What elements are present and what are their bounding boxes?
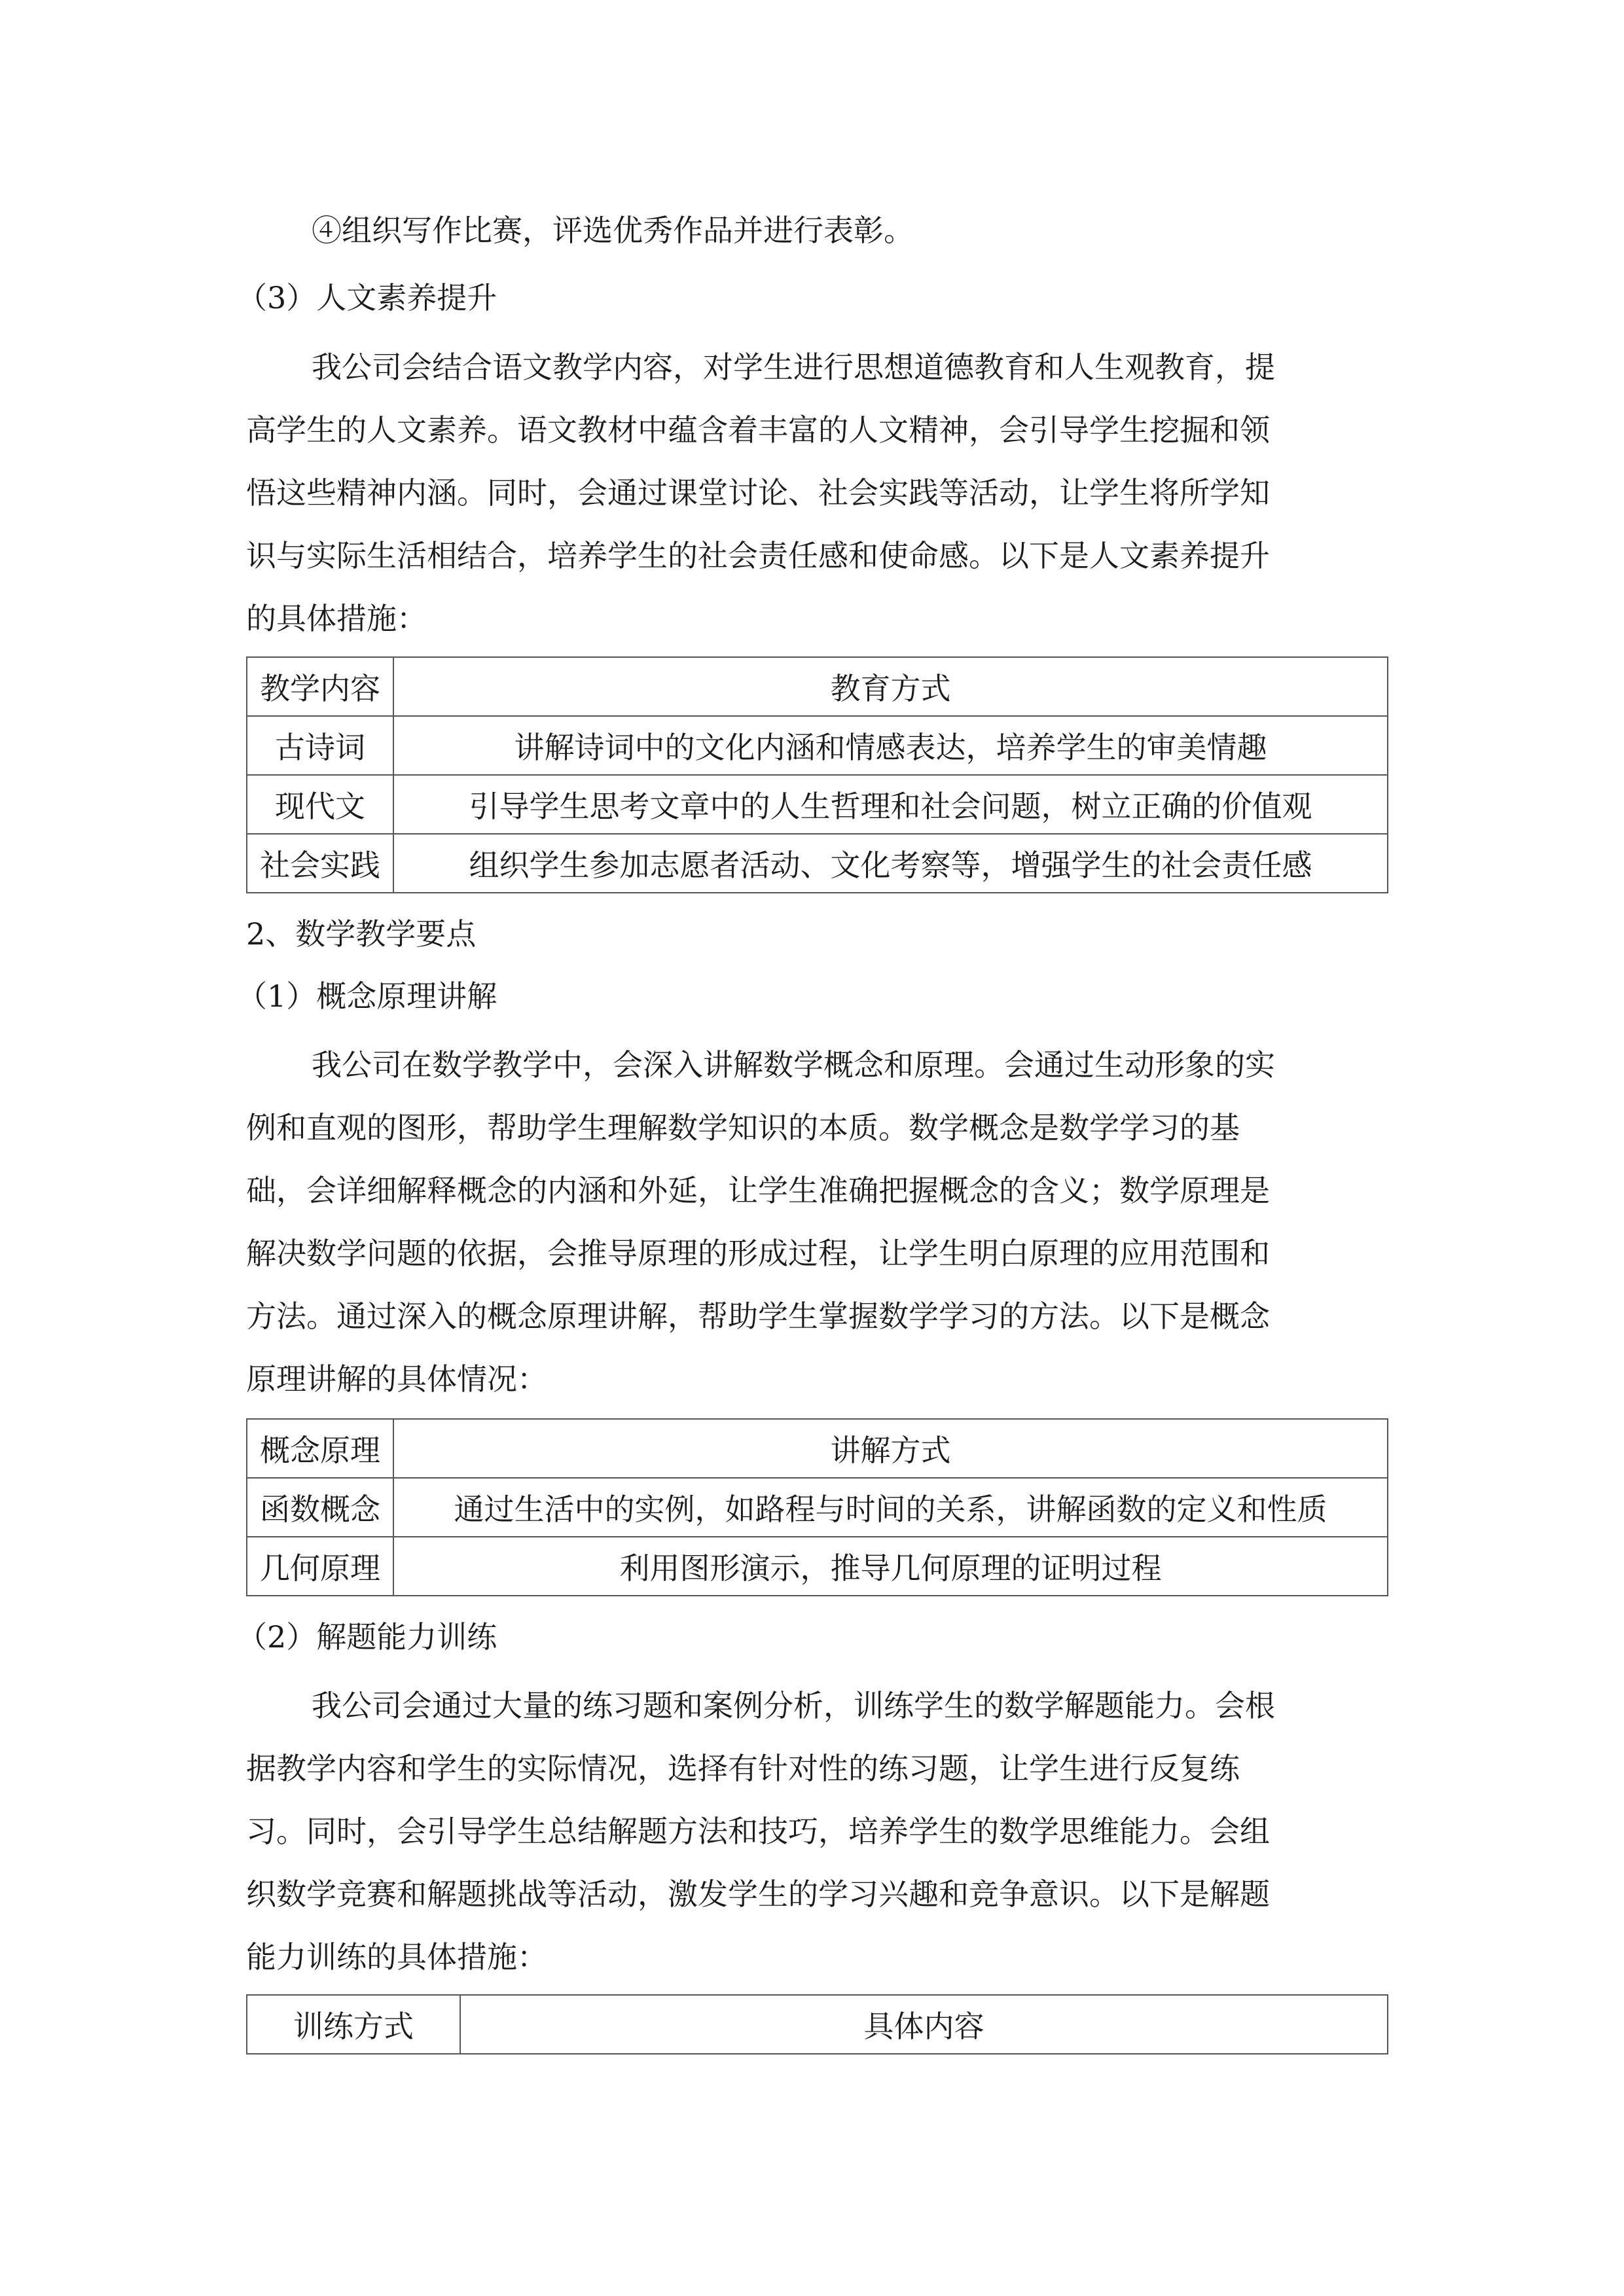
paragraph-line: 我公司在数学教学中，会深入讲解数学概念和原理。会通过生动形象的实 (312, 1047, 1275, 1083)
paragraph-line: 习。同时，会引导学生总结解题方法和技巧，培养学生的数学思维能力。会组 (246, 1814, 1270, 1849)
paragraph-line: 的具体措施： (246, 601, 427, 636)
subheading-problem-solving: （2）解题能力训练 (237, 1619, 497, 1655)
table-concepts (246, 1418, 1388, 1596)
paragraph-line: 织数学竞赛和解题挑战等活动，激发学生的学习兴趣和竞争意识。以下是解题 (246, 1876, 1270, 1912)
subheading-humanities: （3）人文素养提升 (237, 280, 497, 315)
table-cell: 现代文 (247, 775, 393, 834)
table-row (247, 834, 1388, 893)
table-cell: 引导学生思考文章中的人生哲理和社会问题，树立正确的价值观 (393, 775, 1388, 834)
table-row (247, 1537, 1388, 1596)
table-humanities (246, 656, 1388, 893)
paragraph-line: 例和直观的图形，帮助学生理解数学知识的本质。数学概念是数学学习的基 (246, 1110, 1240, 1145)
table-cell: 通过生活中的实例，如路程与时间的关系，讲解函数的定义和性质 (393, 1478, 1388, 1537)
section-heading-math: 2、数学教学要点 (246, 916, 477, 952)
table-header-row (247, 1419, 1388, 1478)
table-cell: 函数概念 (247, 1478, 393, 1537)
paragraph-line: 高学生的人文素养。语文教材中蕴含着丰富的人文精神，会引导学生挖掘和领 (246, 412, 1270, 448)
table-header-row (247, 657, 1388, 716)
table-header-cell: 讲解方式 (393, 1419, 1388, 1478)
table-header-cell: 具体内容 (460, 1995, 1388, 2054)
table-cell: 讲解诗词中的文化内涵和情感表达，培养学生的审美情趣 (393, 716, 1388, 775)
table-header-cell: 教育方式 (393, 657, 1388, 716)
subheading-concepts: （1）概念原理讲解 (237, 978, 497, 1014)
table-header-row (247, 1995, 1388, 2054)
table-cell: 组织学生参加志愿者活动、文化考察等，增强学生的社会责任感 (393, 834, 1388, 893)
paragraph-line: 能力训练的具体措施： (246, 1939, 547, 1975)
list-item-4: ④组织写作比赛，评选优秀作品并进行表彰。 (312, 213, 914, 248)
table-row (247, 716, 1388, 775)
paragraph-line: 据教学内容和学生的实际情况，选择有针对性的练习题，让学生进行反复练 (246, 1751, 1240, 1786)
table-header-cell: 教学内容 (247, 657, 393, 716)
paragraph-line: 识与实际生活相结合，培养学生的社会责任感和使命感。以下是人文素养提升 (246, 538, 1270, 573)
paragraph-line: 原理讲解的具体情况： (246, 1361, 547, 1397)
table-row (247, 775, 1388, 834)
table-cell: 古诗词 (247, 716, 393, 775)
paragraph-line: 我公司会结合语文教学内容，对学生进行思想道德教育和人生观教育，提 (312, 350, 1275, 385)
paragraph-line: 方法。通过深入的概念原理讲解，帮助学生掌握数学学习的方法。以下是概念 (246, 1299, 1270, 1334)
paragraph-line: 我公司会通过大量的练习题和案例分析，训练学生的数学解题能力。会根 (312, 1688, 1275, 1723)
table-cell: 社会实践 (247, 834, 393, 893)
table-header-cell: 概念原理 (247, 1419, 393, 1478)
paragraph-line: 础，会详细解释概念的内涵和外延，让学生准确把握概念的含义；数学原理是 (246, 1173, 1270, 1208)
paragraph-line: 解决数学问题的依据，会推导原理的形成过程，让学生明白原理的应用范围和 (246, 1236, 1270, 1271)
table-cell: 几何原理 (247, 1537, 393, 1596)
table-header-cell: 训练方式 (247, 1995, 460, 2054)
table-training (246, 1994, 1388, 2054)
table-cell: 利用图形演示，推导几何原理的证明过程 (393, 1537, 1388, 1596)
paragraph-line: 悟这些精神内涵。同时，会通过课堂讨论、社会实践等活动，让学生将所学知 (246, 475, 1270, 511)
table-row (247, 1478, 1388, 1537)
